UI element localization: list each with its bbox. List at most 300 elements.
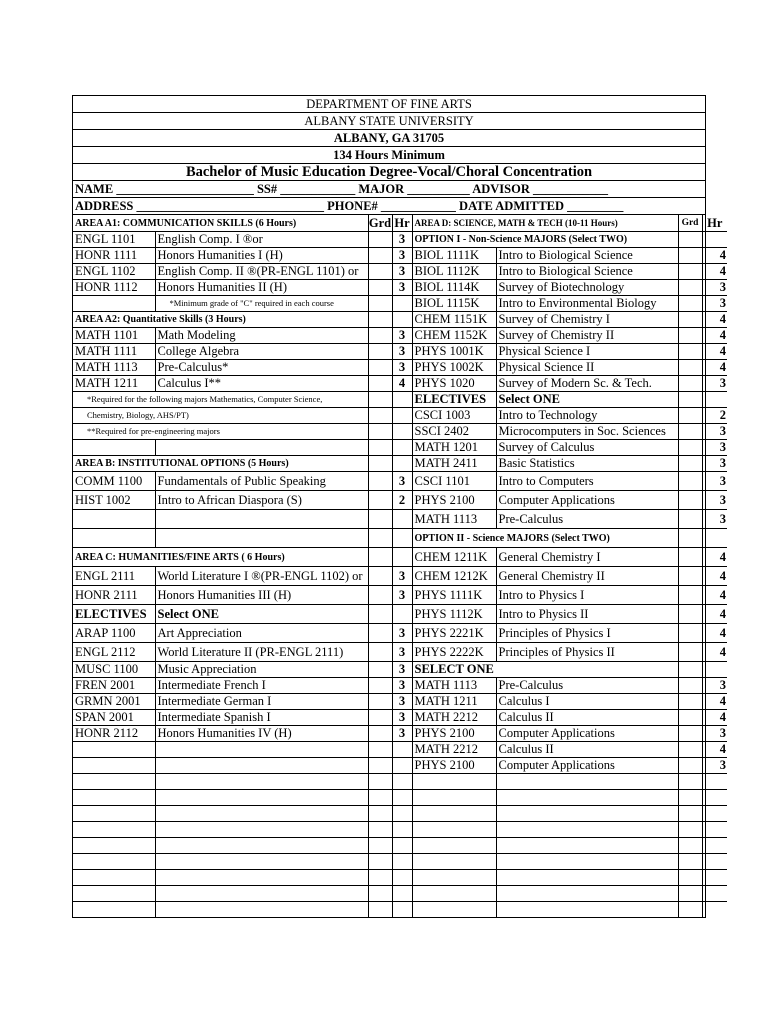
left-hours	[392, 742, 412, 758]
right-grade-cell[interactable]	[678, 643, 702, 662]
right-grade-cell[interactable]	[678, 662, 702, 678]
blank-cell[interactable]	[496, 886, 678, 902]
blank-cell[interactable]	[412, 870, 496, 886]
left-grade-cell[interactable]	[368, 742, 392, 758]
blank-cell[interactable]	[496, 854, 678, 870]
left-hours	[392, 456, 412, 472]
right-hours: 4	[702, 605, 727, 624]
right-grade-cell[interactable]	[678, 376, 702, 392]
blank-cell[interactable]	[678, 774, 702, 790]
left-grade-cell[interactable]	[368, 360, 392, 376]
left-grade-cell[interactable]	[368, 408, 392, 424]
left-section-label: AREA C: HUMANITIES/FINE ARTS ( 6 Hours)	[73, 548, 368, 567]
left-grade-cell[interactable]	[368, 548, 392, 567]
left-hours: 3	[392, 232, 412, 248]
right-grade-cell[interactable]	[678, 491, 702, 510]
left-course-title: Intermediate Spanish I	[155, 710, 368, 726]
left-hours	[392, 758, 412, 774]
blank-cell[interactable]	[412, 806, 496, 822]
blank-cell[interactable]	[678, 854, 702, 870]
right-course-code: CHEM 1212K	[412, 567, 496, 586]
right-grade-cell[interactable]	[678, 726, 702, 742]
left-course-code	[73, 296, 155, 312]
blank-row	[73, 886, 727, 902]
student-info-line[interactable]: NAME ______________________ SS# ____________ MAJOR __________ ADVISOR ____________	[73, 181, 705, 198]
blank-cell[interactable]	[155, 790, 368, 806]
table-row	[73, 408, 727, 424]
left-hours	[392, 605, 412, 624]
table-row	[73, 758, 727, 774]
left-hours: 3	[392, 662, 412, 678]
left-hours	[392, 529, 412, 548]
table-row	[73, 491, 727, 510]
right-hours: 4	[702, 248, 727, 264]
right-hours	[702, 529, 727, 548]
table-row	[73, 376, 727, 392]
blank-cell[interactable]	[155, 774, 368, 790]
right-course-code: PHYS 1112K	[412, 605, 496, 624]
blank-cell[interactable]	[412, 854, 496, 870]
right-hours: 3	[702, 280, 727, 296]
degree-checklist-form	[72, 95, 727, 918]
table-row	[73, 710, 727, 726]
right-grade-cell[interactable]	[678, 710, 702, 726]
right-grade-cell[interactable]	[678, 472, 702, 491]
table-row	[73, 624, 727, 643]
right-course-title: Calculus II	[496, 742, 678, 758]
right-course-title: Intro to Biological Science	[496, 264, 678, 280]
right-course-code: BIOL 1115K	[412, 296, 496, 312]
table-row	[73, 694, 727, 710]
left-grade-cell[interactable]	[368, 376, 392, 392]
left-grade-cell[interactable]	[368, 232, 392, 248]
left-course-code: MATH 1211	[73, 376, 155, 392]
table-row	[73, 312, 727, 328]
blank-cell[interactable]	[73, 838, 155, 854]
right-hours: 4	[702, 694, 727, 710]
blank-cell[interactable]	[392, 822, 412, 838]
grade-column-header-right: Grd	[678, 215, 702, 232]
right-grade-cell[interactable]	[678, 624, 702, 643]
right-section-label: OPTION II - Science MAJORS (Select TWO)	[412, 529, 678, 548]
left-course-code: MATH 1113	[73, 360, 155, 376]
column-header-row	[73, 215, 727, 232]
left-grade-cell[interactable]	[368, 529, 392, 548]
left-hours	[392, 424, 412, 440]
left-hours	[392, 312, 412, 328]
right-course-title: Intro to Technology	[496, 408, 678, 424]
right-course-title: Select ONE	[496, 392, 678, 408]
right-hours: 4	[702, 312, 727, 328]
left-course-title: Music Appreciation	[155, 662, 368, 678]
left-course-code: HONR 2112	[73, 726, 155, 742]
right-hours: 4	[702, 710, 727, 726]
blank-cell[interactable]	[412, 822, 496, 838]
left-grade-cell[interactable]	[368, 392, 392, 408]
blank-cell[interactable]	[368, 902, 392, 918]
blank-cell[interactable]	[73, 806, 155, 822]
blank-cell[interactable]	[73, 870, 155, 886]
right-grade-cell[interactable]	[678, 440, 702, 456]
left-hours: 3	[392, 328, 412, 344]
right-course-title: Calculus II	[496, 710, 678, 726]
right-course-code: ELECTIVES	[412, 392, 496, 408]
left-course-code: SPAN 2001	[73, 710, 155, 726]
left-course-title: Pre-Calculus*	[155, 360, 368, 376]
table-row	[73, 662, 727, 678]
left-grade-cell[interactable]	[368, 264, 392, 280]
right-hours: 4	[702, 643, 727, 662]
left-course-code	[73, 529, 155, 548]
left-section-label: **Required for pre-engineering majors	[73, 424, 368, 440]
right-grade-cell[interactable]	[678, 312, 702, 328]
table-row	[73, 605, 727, 624]
blank-cell[interactable]	[496, 790, 678, 806]
right-grade-cell[interactable]	[678, 424, 702, 440]
left-hours	[392, 548, 412, 567]
left-course-code	[73, 440, 155, 456]
left-course-title: Honors Humanities II (H)	[155, 280, 368, 296]
blank-row	[73, 806, 727, 822]
left-course-code: ENGL 2111	[73, 567, 155, 586]
blank-cell[interactable]	[155, 822, 368, 838]
right-course-code: BIOL 1111K	[412, 248, 496, 264]
blank-cell[interactable]	[678, 790, 702, 806]
left-grade-cell[interactable]	[368, 510, 392, 529]
right-course-title: Intro to Biological Science	[496, 248, 678, 264]
grade-column-header: Grd	[368, 215, 392, 230]
left-course-title: Fundamentals of Public Speaking	[155, 472, 368, 491]
table-row	[73, 360, 727, 376]
right-grade-cell[interactable]	[678, 344, 702, 360]
blank-cell[interactable]	[155, 854, 368, 870]
right-grade-cell[interactable]	[678, 280, 702, 296]
blank-cell[interactable]	[368, 870, 392, 886]
right-course-code: PHYS 1111K	[412, 586, 496, 605]
left-grade-cell[interactable]	[368, 280, 392, 296]
left-course-code: HONR 1111	[73, 248, 155, 264]
blank-cell[interactable]	[496, 822, 678, 838]
blank-cell[interactable]	[368, 854, 392, 870]
blank-row	[73, 854, 727, 870]
left-hours	[392, 510, 412, 529]
left-course-title: World Literature II (PR-ENGL 2111)	[155, 643, 368, 662]
left-grade-cell[interactable]	[368, 624, 392, 643]
right-grade-cell[interactable]	[678, 567, 702, 586]
right-hours: 3	[702, 440, 727, 456]
right-grade-cell[interactable]	[678, 742, 702, 758]
right-grade-cell[interactable]	[678, 758, 702, 774]
blank-cell[interactable]	[392, 886, 412, 902]
left-grade-cell[interactable]	[368, 328, 392, 344]
right-course-code: CHEM 1152K	[412, 328, 496, 344]
right-grade-cell[interactable]	[678, 548, 702, 567]
right-hours: 4	[702, 624, 727, 643]
left-course-title: College Algebra	[155, 344, 368, 360]
left-course-code	[73, 742, 155, 758]
left-course-title	[155, 758, 368, 774]
blank-cell[interactable]	[702, 886, 727, 902]
left-course-title: *Minimum grade of "C" required in each course	[155, 296, 368, 312]
left-hours	[392, 392, 412, 408]
right-course-code: BIOL 1114K	[412, 280, 496, 296]
right-course-code: PHYS 2100	[412, 491, 496, 510]
degree-title: Bachelor of Music Education Degree-Vocal/Choral Concentration	[73, 164, 705, 181]
hours-column-header: Hr	[392, 215, 412, 232]
blank-cell[interactable]	[496, 902, 678, 918]
right-hours: 3	[702, 376, 727, 392]
blank-cell[interactable]	[678, 870, 702, 886]
right-grade-cell[interactable]	[678, 248, 702, 264]
right-course-code: PHYS 1020	[412, 376, 496, 392]
blank-cell[interactable]	[702, 854, 727, 870]
right-grade-cell[interactable]	[678, 510, 702, 529]
address-info-line[interactable]: ADDRESS ______________________________ PHONE# ____________ DATE ADMITTED _________	[73, 198, 705, 215]
blank-cell[interactable]	[392, 854, 412, 870]
left-grade-cell[interactable]	[368, 758, 392, 774]
blank-cell[interactable]	[155, 870, 368, 886]
right-grade-cell[interactable]	[678, 264, 702, 280]
blank-cell[interactable]	[496, 870, 678, 886]
blank-cell[interactable]	[412, 886, 496, 902]
left-section-label: Chemistry, Biology, AHS/PT)	[73, 408, 368, 424]
right-hours: 4	[702, 742, 727, 758]
blank-cell[interactable]	[73, 774, 155, 790]
left-course-title: Honors Humanities III (H)	[155, 586, 368, 605]
right-grade-cell[interactable]	[678, 605, 702, 624]
left-hours: 3	[392, 264, 412, 280]
blank-cell[interactable]	[73, 790, 155, 806]
blank-cell[interactable]	[392, 838, 412, 854]
right-course-title: Pre-Calculus	[496, 678, 678, 694]
left-grade-cell[interactable]	[368, 296, 392, 312]
right-hours: 4	[702, 328, 727, 344]
blank-cell[interactable]	[702, 838, 727, 854]
blank-cell[interactable]	[702, 870, 727, 886]
blank-cell[interactable]	[392, 870, 412, 886]
blank-cell[interactable]	[392, 902, 412, 918]
left-section-label: *Required for the following majors Mathematics, Computer Science,	[73, 392, 368, 408]
blank-cell[interactable]	[496, 774, 678, 790]
blank-cell[interactable]	[368, 822, 392, 838]
table-row	[73, 510, 727, 529]
right-course-title: Computer Applications	[496, 758, 678, 774]
left-grade-cell[interactable]	[368, 312, 392, 328]
hours-column-header-right: Hr	[702, 215, 727, 232]
course-table	[73, 215, 727, 917]
blank-cell[interactable]	[392, 806, 412, 822]
right-grade-cell[interactable]	[678, 360, 702, 376]
left-course-code: MATH 1111	[73, 344, 155, 360]
blank-cell[interactable]	[368, 886, 392, 902]
left-course-title: English Comp. II ®(PR-ENGL 1101) or	[155, 264, 368, 280]
left-grade-cell[interactable]	[368, 440, 392, 456]
blank-cell[interactable]	[73, 822, 155, 838]
left-grade-cell[interactable]	[368, 567, 392, 586]
left-grade-cell[interactable]	[368, 726, 392, 742]
right-course-code: PHYS 1001K	[412, 344, 496, 360]
right-grade-cell[interactable]	[678, 296, 702, 312]
left-course-code: ENGL 2112	[73, 643, 155, 662]
right-course-title: Survey of Calculus	[496, 440, 678, 456]
left-grade-cell[interactable]	[368, 491, 392, 510]
right-course-code: CSCI 1003	[412, 408, 496, 424]
right-course-title: Principles of Physics I	[496, 624, 678, 643]
left-course-title: English Comp. I ®or	[155, 232, 368, 248]
blank-row	[73, 902, 727, 918]
table-row	[73, 392, 727, 408]
left-course-title	[155, 440, 368, 456]
blank-cell[interactable]	[412, 838, 496, 854]
right-grade-cell[interactable]	[678, 529, 702, 548]
left-grade-cell[interactable]	[368, 472, 392, 491]
right-hours: 4	[702, 567, 727, 586]
blank-row	[73, 870, 727, 886]
table-row	[73, 643, 727, 662]
blank-cell[interactable]	[368, 838, 392, 854]
left-grade-cell[interactable]	[368, 424, 392, 440]
blank-cell[interactable]	[392, 774, 412, 790]
left-course-title: Art Appreciation	[155, 624, 368, 643]
blank-cell[interactable]	[678, 806, 702, 822]
blank-cell[interactable]	[73, 854, 155, 870]
right-course-title: Survey of Biotechnology	[496, 280, 678, 296]
area-a1-header: AREA A1: COMMUNICATION SKILLS (6 Hours)	[73, 215, 368, 232]
blank-cell[interactable]	[496, 838, 678, 854]
right-hours: 3	[702, 726, 727, 742]
right-course-title: General Chemistry II	[496, 567, 678, 586]
left-grade-cell[interactable]	[368, 694, 392, 710]
right-section-label: OPTION I - Non-Science MAJORS (Select TWO)	[412, 232, 678, 248]
right-course-code: MATH 1113	[412, 678, 496, 694]
right-grade-cell[interactable]	[678, 586, 702, 605]
blank-cell[interactable]	[73, 902, 155, 918]
right-course-title: Computer Applications	[496, 491, 678, 510]
table-row	[73, 567, 727, 586]
left-hours: 3	[392, 280, 412, 296]
blank-cell[interactable]	[412, 902, 496, 918]
left-course-title: Honors Humanities I (H)	[155, 248, 368, 264]
left-course-code: ELECTIVES	[73, 605, 155, 624]
blank-cell[interactable]	[678, 838, 702, 854]
left-grade-cell[interactable]	[368, 710, 392, 726]
blank-cell[interactable]	[702, 902, 727, 918]
table-row	[73, 678, 727, 694]
table-row	[73, 742, 727, 758]
right-grade-cell[interactable]	[678, 456, 702, 472]
left-grade-cell[interactable]	[368, 456, 392, 472]
blank-cell[interactable]	[702, 822, 727, 838]
right-hours	[702, 662, 727, 678]
left-course-code: HONR 2111	[73, 586, 155, 605]
right-course-title: Principles of Physics II	[496, 643, 678, 662]
right-grade-cell[interactable]	[678, 392, 702, 408]
blank-cell[interactable]	[702, 790, 727, 806]
blank-cell[interactable]	[412, 790, 496, 806]
blank-cell[interactable]	[702, 774, 727, 790]
left-hours: 3	[392, 624, 412, 643]
blank-cell[interactable]	[155, 806, 368, 822]
table-row	[73, 344, 727, 360]
left-grade-cell[interactable]	[368, 662, 392, 678]
blank-cell[interactable]	[678, 886, 702, 902]
right-course-title: Physical Science I	[496, 344, 678, 360]
table-row	[73, 440, 727, 456]
blank-cell[interactable]	[368, 774, 392, 790]
left-course-title: Intermediate German I	[155, 694, 368, 710]
left-grade-cell[interactable]	[368, 586, 392, 605]
blank-cell[interactable]	[155, 886, 368, 902]
right-hours: 4	[702, 548, 727, 567]
blank-cell[interactable]	[155, 902, 368, 918]
right-hours: 3	[702, 678, 727, 694]
right-course-title: Microcomputers in Soc. Sciences	[496, 424, 678, 440]
right-course-title: Intro to Computers	[496, 472, 678, 491]
left-course-code: FREN 2001	[73, 678, 155, 694]
right-grade-cell[interactable]	[678, 328, 702, 344]
right-course-code: CHEM 1151K	[412, 312, 496, 328]
blank-cell[interactable]	[392, 790, 412, 806]
table-row	[73, 280, 727, 296]
left-grade-cell[interactable]	[368, 248, 392, 264]
right-grade-cell[interactable]	[678, 694, 702, 710]
left-hours: 3	[392, 710, 412, 726]
right-hours: 4	[702, 264, 727, 280]
blank-cell[interactable]	[496, 806, 678, 822]
right-grade-cell[interactable]	[678, 408, 702, 424]
left-grade-cell[interactable]	[368, 678, 392, 694]
blank-cell[interactable]	[155, 838, 368, 854]
left-grade-cell[interactable]	[368, 344, 392, 360]
left-hours: 3	[392, 344, 412, 360]
right-grade-cell[interactable]	[678, 232, 702, 248]
blank-cell[interactable]	[412, 774, 496, 790]
right-hours: 3	[702, 296, 727, 312]
right-course-title: Intro to Physics II	[496, 605, 678, 624]
right-hours	[702, 392, 727, 408]
right-hours: 2	[702, 408, 727, 424]
left-course-title: Intro to African Diaspora (S)	[155, 491, 368, 510]
table-row	[73, 529, 727, 548]
blank-cell[interactable]	[702, 806, 727, 822]
blank-cell[interactable]	[678, 902, 702, 918]
right-hours: 3	[702, 456, 727, 472]
left-grade-cell[interactable]	[368, 605, 392, 624]
blank-cell[interactable]	[73, 886, 155, 902]
right-grade-cell[interactable]	[678, 678, 702, 694]
left-course-title: Calculus I**	[155, 376, 368, 392]
right-section-label: SELECT ONE	[412, 662, 678, 678]
right-course-code: PHYS 2100	[412, 758, 496, 774]
right-course-code: MATH 2212	[412, 742, 496, 758]
left-hours: 3	[392, 567, 412, 586]
blank-cell[interactable]	[368, 790, 392, 806]
right-course-title: Survey of Chemistry I	[496, 312, 678, 328]
left-hours	[392, 440, 412, 456]
left-hours	[392, 296, 412, 312]
right-hours: 4	[702, 360, 727, 376]
left-hours: 3	[392, 643, 412, 662]
left-grade-cell[interactable]	[368, 643, 392, 662]
blank-cell[interactable]	[678, 822, 702, 838]
right-course-code: PHYS 2221K	[412, 624, 496, 643]
right-course-code: MATH 1201	[412, 440, 496, 456]
left-hours: 3	[392, 360, 412, 376]
left-hours	[392, 408, 412, 424]
right-hours: 3	[702, 758, 727, 774]
blank-cell[interactable]	[368, 806, 392, 822]
university-name: ALBANY STATE UNIVERSITY	[73, 113, 705, 130]
